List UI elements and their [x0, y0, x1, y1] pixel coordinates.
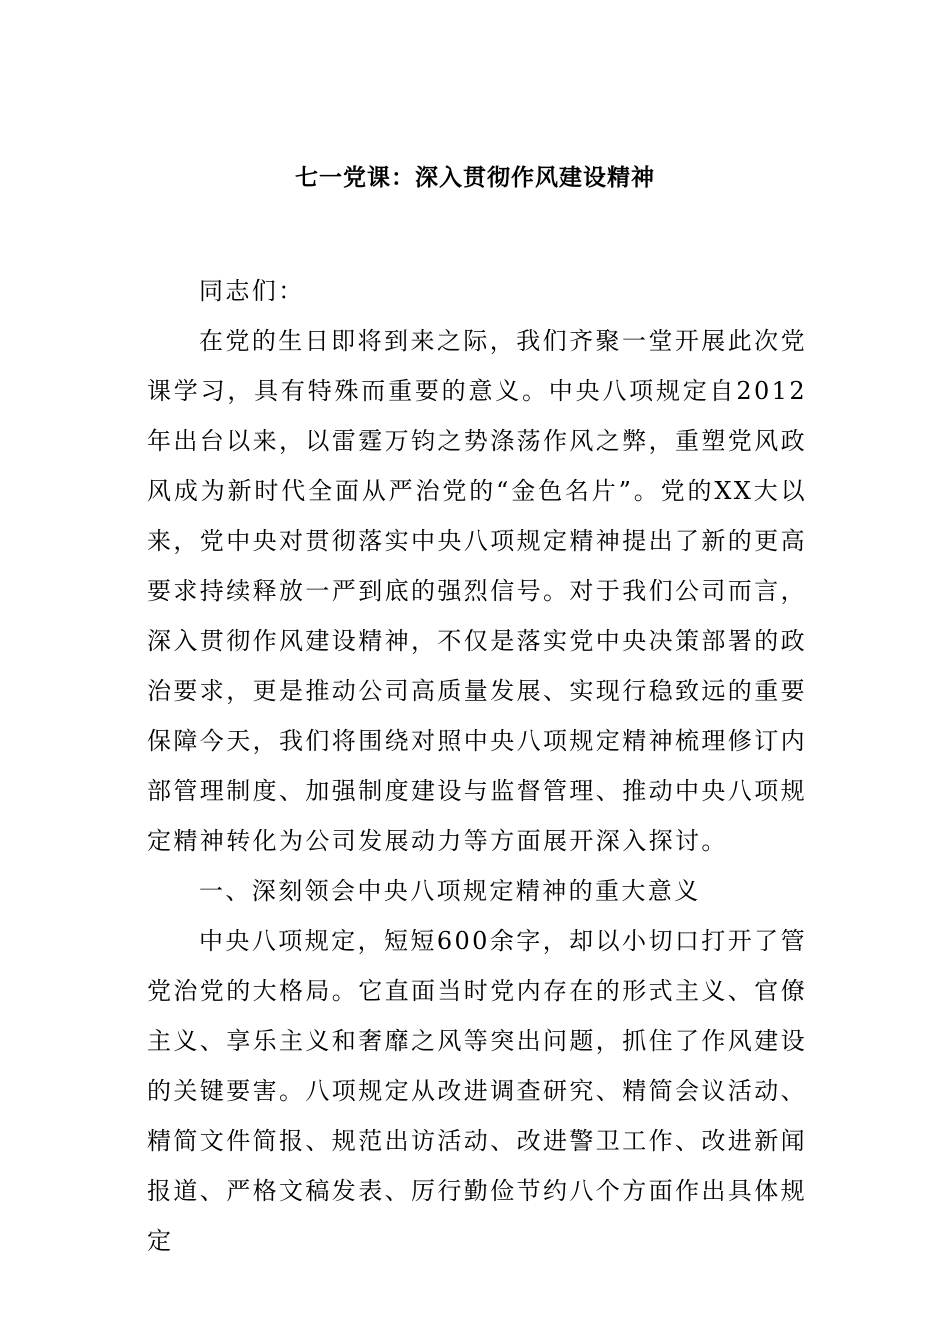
- document-title: 七一党课：深入贯彻作风建设精神: [295, 165, 655, 191]
- salutation-paragraph: 同志们：: [199, 277, 305, 305]
- intro-paragraph: 在党的生日即将到来之际，我们齐聚一堂开展此次党课学习，具有特殊而重要的意义。中央八项规定自2012年出台以来，以雷霆万钧之势涤荡作风之弊，重塑党风政风成为新时代全面从严治党的“金色名片”。党的XX大以来，党中央对贯彻落实中央八项规定精神提出了新的更高要求持续释放一严到底的强烈信号。对于我们公司而言，深入贯彻作风建设精神，不仅是落实党中央决策部署的政治要求，更是推动公司高质量发展、实现行稳致远的重要保障今天，我们将围绕对照中央八项规定精神梳理修订内部管理制度、加强制度建设与监督管理、推动中央八项规定精神转化为公司发展动力等方面展开深入探讨。: [147, 327, 807, 855]
- section-heading: 一、深刻领会中央八项规定精神的重大意义: [199, 877, 701, 905]
- body-paragraph: 中央八项规定，短短600余字，却以小切口打开了管党治党的大格局。它直面当时党内存在的形式主义、官僚主义、享乐主义和奢靡之风等突出问题，抓住了作风建设的关键要害。八项规定从改进调查研究、精简会议活动、精简文件简报、规范出访活动、改进警卫工作、改进新闻报道、严格文稿发表、厉行勤俭节约八个方面作出具体规定: [147, 927, 807, 1255]
- document-body: [147, 266, 807, 1266]
